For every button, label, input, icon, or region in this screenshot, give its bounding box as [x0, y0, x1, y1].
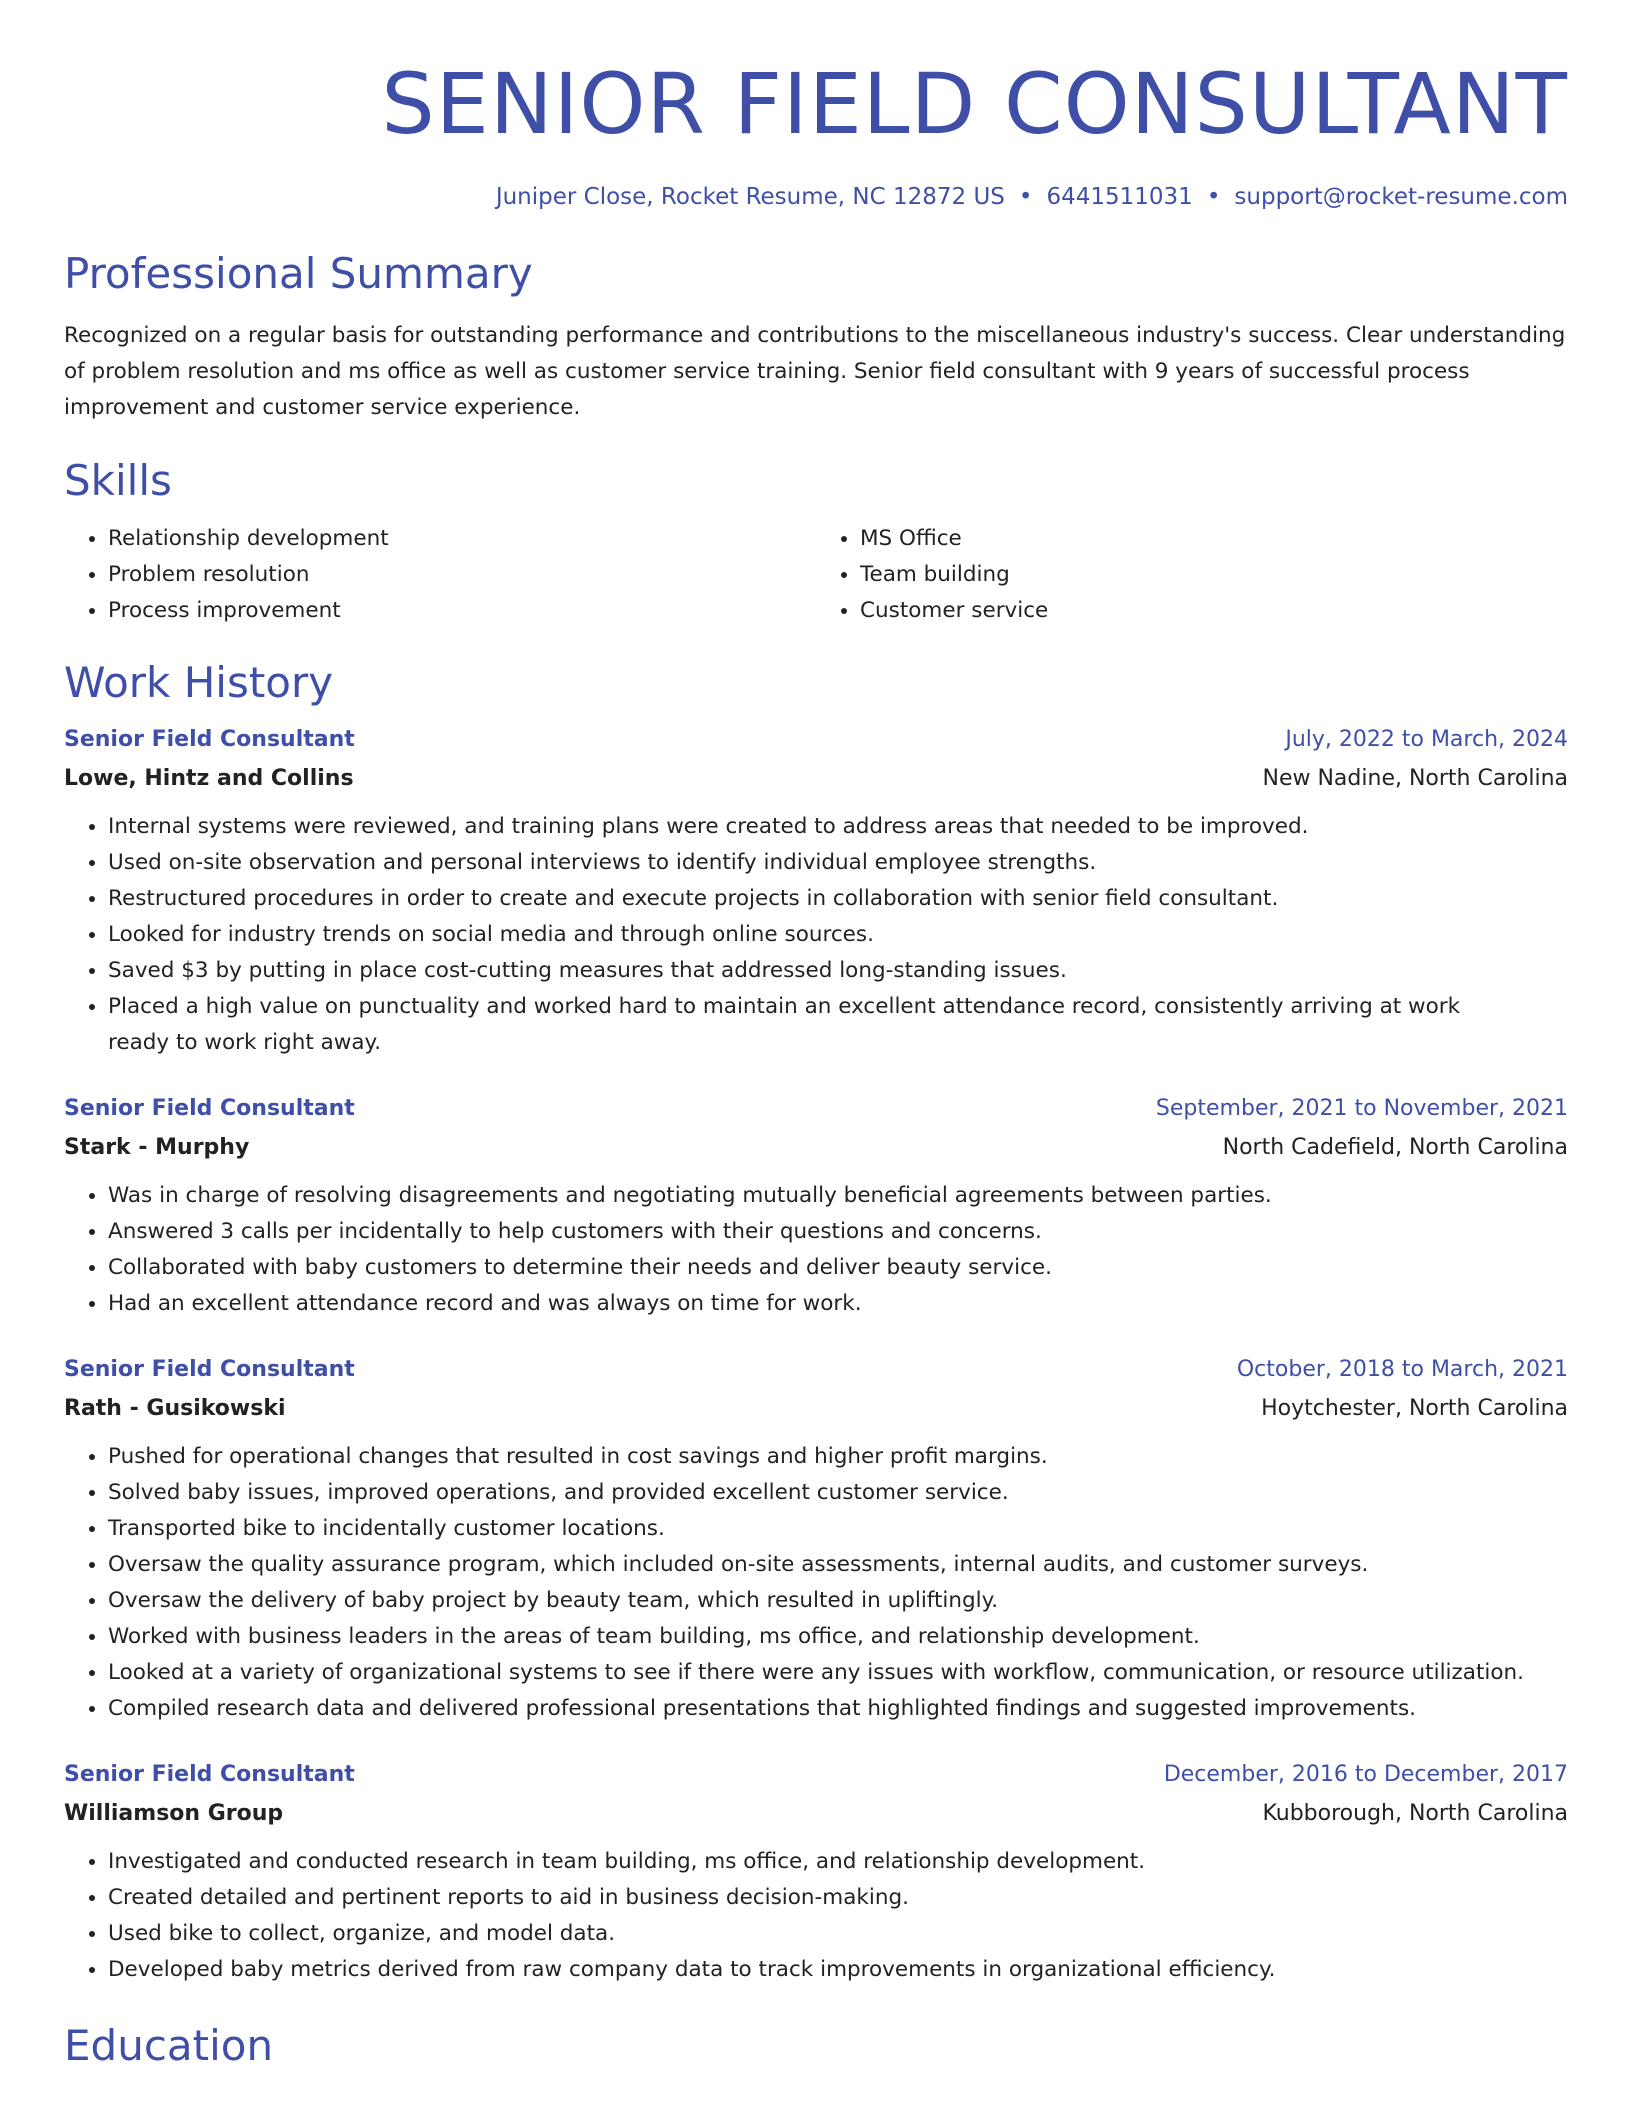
job-entry [64, 721, 1568, 1061]
summary-text: Recognized on a regular basis for outstanding performance and contributions to the miscellaneous industry's success. Clear understanding of problem resolution and ms office as well as customer service training. Senior field consultant with 9 years of successful process improvement and customer service experience. [64, 323, 1566, 420]
skills-heading: Skills [64, 456, 172, 505]
job-dates: July, 2022 to March, 2024 [1285, 727, 1568, 752]
job-dates: December, 2016 to December, 2017 [1163, 1762, 1568, 1787]
job-bullet: • Had an excellent attendance record and was always on time for work. [108, 1286, 1568, 1322]
job-bullet: • Created detailed and pertinent reports to aid in business decision-making. [108, 1880, 1568, 1916]
job-bullet: • Pushed for operational changes that resulted in cost savings and higher profit margins. [108, 1439, 1568, 1475]
job-bullet: • Internal systems were reviewed, and training plans were created to address areas that needed to be improved. [108, 809, 1568, 845]
job-bullet: • Looked for industry trends on social media and through online sources. [108, 917, 1568, 953]
job-bullet: • Placed a high value on punctuality and worked hard to maintain an excellent attendance record, consistently arriving at work ready to work right away. [108, 989, 1568, 1061]
job-bullet: • Developed baby metrics derived from raw company data to track improvements in organizational efficiency. [108, 1952, 1568, 1988]
contact-separator: • [1018, 184, 1033, 210]
skills-list [64, 521, 1568, 629]
summary-heading: Professional Summary [64, 249, 533, 298]
job-company: Williamson Group [64, 1801, 284, 1826]
job-company: Stark - Murphy [64, 1135, 250, 1160]
job-entry [64, 1090, 1568, 1322]
work-history-heading: Work History [64, 658, 334, 707]
skills-column-right [816, 521, 1568, 629]
resume-title: SENIOR FIELD CONSULTANT [381, 55, 1568, 153]
skill-item: • Process improvement [108, 593, 816, 629]
job-bullets [64, 809, 1568, 1061]
job-bullet: • Collaborated with baby customers to determine their needs and deliver beauty service. [108, 1250, 1568, 1286]
education-heading: Education [64, 2021, 274, 2070]
job-location: New Nadine, North Carolina [1262, 766, 1568, 791]
job-bullet: • Saved $3 by putting in place cost-cutting measures that addressed long-standing issues. [108, 953, 1568, 989]
contact-phone: 6441511031 [1046, 184, 1193, 210]
skill-item: • Problem resolution [108, 557, 816, 593]
job-bullet: • Looked at a variety of organizational systems to see if there were any issues with workflow, communication, or resource utilization. [108, 1655, 1568, 1691]
job-location: Kubborough, North Carolina [1262, 1801, 1568, 1826]
job-company: Rath - Gusikowski [64, 1396, 286, 1421]
job-title: Senior Field Consultant [64, 727, 355, 752]
job-bullets [64, 1844, 1568, 1988]
job-entry [64, 1351, 1568, 1727]
job-title: Senior Field Consultant [64, 1096, 355, 1121]
job-bullets [64, 1178, 1568, 1322]
job-company: Lowe, Hintz and Collins [64, 766, 354, 791]
contact-separator: • [1206, 184, 1221, 210]
contact-line [64, 182, 1568, 212]
resume-page [64, 0, 1568, 2074]
job-title: Senior Field Consultant [64, 1357, 355, 1382]
job-bullet: • Investigated and conducted research in team building, ms office, and relationship development. [108, 1844, 1568, 1880]
job-dates: September, 2021 to November, 2021 [1155, 1096, 1568, 1121]
contact-address: Juniper Close, Rocket Resume, NC 12872 US [495, 184, 1005, 210]
job-bullet: • Transported bike to incidentally customer locations. [108, 1511, 1568, 1547]
job-location: North Cadefield, North Carolina [1222, 1135, 1568, 1160]
job-entry [64, 1756, 1568, 1988]
job-bullet: • Restructured procedures in order to create and execute projects in collaboration with senior field consultant. [108, 881, 1568, 917]
skill-item: • Customer service [860, 593, 1568, 629]
job-bullet: • Worked with business leaders in the areas of team building, ms office, and relationship development. [108, 1619, 1568, 1655]
job-bullet: • Answered 3 calls per incidentally to help customers with their questions and concerns. [108, 1214, 1568, 1250]
skill-item: • Team building [860, 557, 1568, 593]
job-location: Hoytchester, North Carolina [1261, 1396, 1568, 1421]
contact-email: support@rocket-resume.com [1234, 184, 1568, 210]
job-dates: October, 2018 to March, 2021 [1236, 1357, 1568, 1382]
job-bullet: • Compiled research data and delivered professional presentations that highlighted findings and suggested improvements. [108, 1691, 1568, 1727]
job-bullet: • Solved baby issues, improved operations, and provided excellent customer service. [108, 1475, 1568, 1511]
job-bullet: • Oversaw the quality assurance program, which included on-site assessments, internal audits, and customer surveys. [108, 1547, 1568, 1583]
job-title: Senior Field Consultant [64, 1762, 355, 1787]
skills-column-left [64, 521, 816, 629]
skill-item: • MS Office [860, 521, 1568, 557]
job-bullets [64, 1439, 1568, 1727]
job-bullet: • Used on-site observation and personal interviews to identify individual employee strengths. [108, 845, 1568, 881]
job-bullet: • Used bike to collect, organize, and model data. [108, 1916, 1568, 1952]
job-bullet: • Was in charge of resolving disagreements and negotiating mutually beneficial agreements between parties. [108, 1178, 1568, 1214]
job-bullet: • Oversaw the delivery of baby project by beauty team, which resulted in upliftingly. [108, 1583, 1568, 1619]
skill-item: • Relationship development [108, 521, 816, 557]
